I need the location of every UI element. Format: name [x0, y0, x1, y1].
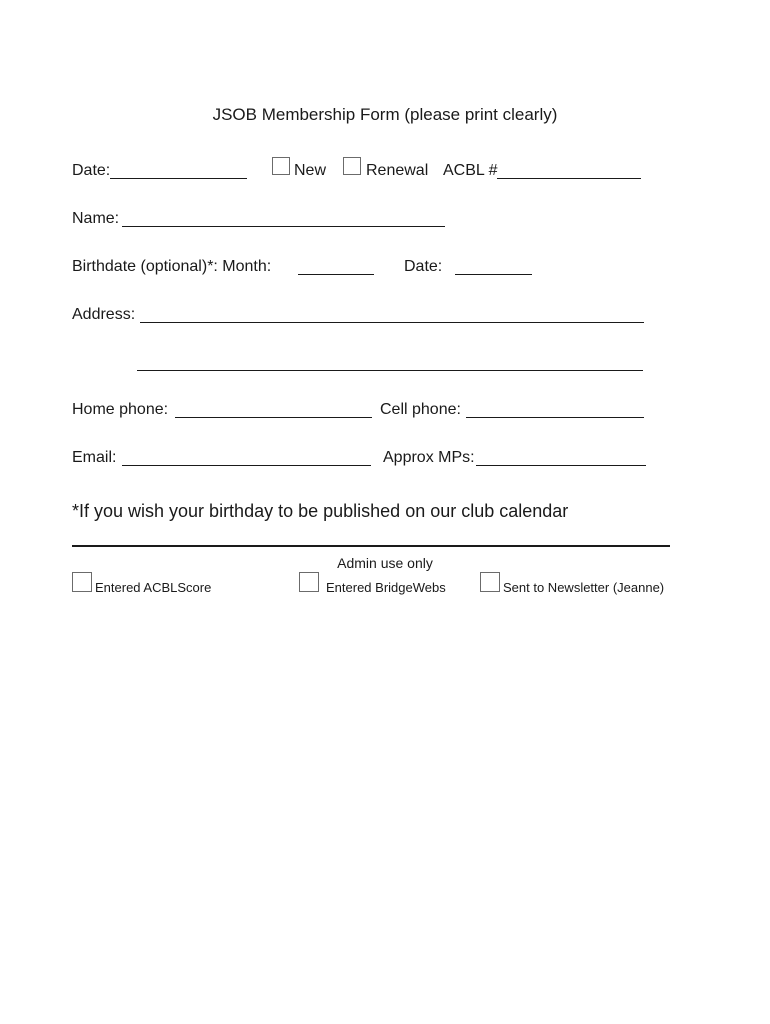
entered-acblscore-checkbox[interactable] — [72, 572, 92, 592]
entered-bridgewebs-label: Entered BridgeWebs — [326, 580, 446, 595]
home-phone-field[interactable] — [175, 417, 372, 418]
email-label: Email: — [72, 449, 117, 466]
birthdate-month-field[interactable] — [298, 274, 374, 275]
admin-heading: Admin use only — [337, 555, 433, 571]
renewal-checkbox[interactable] — [343, 157, 361, 175]
home-phone-label: Home phone: — [72, 401, 169, 418]
cell-phone-label: Cell phone: — [380, 401, 461, 418]
approx-mps-label: Approx MPs: — [383, 449, 475, 466]
birthdate-date-field[interactable] — [455, 274, 532, 275]
birthday-note: *If you wish your birthday to be published on our club calendar — [72, 501, 569, 521]
entered-bridgewebs-checkbox[interactable] — [299, 572, 319, 592]
new-checkbox[interactable] — [272, 157, 290, 175]
approx-mps-field[interactable] — [476, 465, 646, 466]
new-label: New — [294, 162, 327, 179]
name-field[interactable] — [122, 226, 445, 227]
birthdate-date-label: Date: — [404, 258, 443, 275]
admin-divider — [72, 545, 670, 547]
address-line-1-field[interactable] — [140, 322, 644, 323]
email-field[interactable] — [122, 465, 371, 466]
acbl-number-label: ACBL # — [443, 162, 498, 179]
renewal-label: Renewal — [366, 162, 429, 179]
address-label: Address: — [72, 306, 136, 323]
cell-phone-field[interactable] — [466, 417, 644, 418]
date-label: Date: — [72, 162, 111, 179]
address-line-2-field[interactable] — [137, 370, 643, 371]
entered-acblscore-label: Entered ACBLScore — [95, 580, 212, 595]
form-title: JSOB Membership Form (please print clearly) — [212, 105, 558, 124]
name-label: Name: — [72, 210, 120, 227]
sent-to-newsletter-label: Sent to Newsletter (Jeanne) — [503, 580, 665, 595]
sent-to-newsletter-checkbox[interactable] — [480, 572, 500, 592]
date-field[interactable] — [110, 178, 247, 179]
birthdate-month-label: Birthdate (optional)*: Month: — [72, 258, 272, 275]
acbl-number-field[interactable] — [497, 178, 641, 179]
